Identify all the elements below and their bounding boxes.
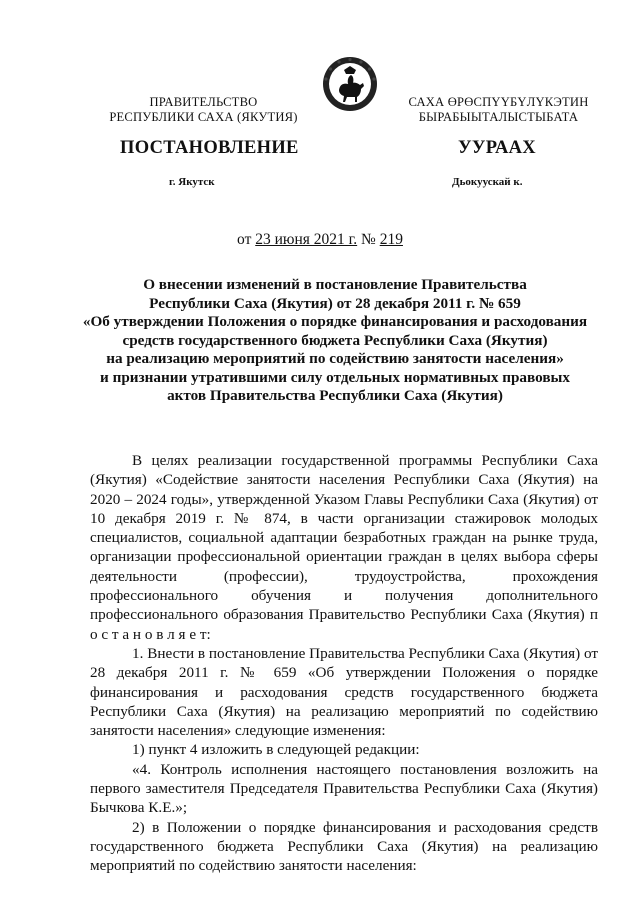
header-left (96, 95, 311, 125)
decree-title-sah: УУРААХ (458, 138, 536, 158)
title-line: О внесении изменений в постановление Правительства (143, 276, 527, 293)
header-right-line1: САХА ӨРӨСПҮҮБҮЛҮКЭТИН (408, 95, 589, 109)
city-sah: Дьокуускай к. (452, 176, 523, 188)
sakha-yakutia-coat-of-arms-icon (322, 56, 378, 112)
paragraph-item-1: 1. Внести в постановление Правительства Республики Саха (Якутия) от 28 декабря 2011 г. № 659 «Об утверждении Положения о порядке финансирования и расходования средств государственного бюджета Республики Саха (Якутия) на реализацию мероприятий по содействию занятости населения» следующие изменения: (90, 644, 598, 740)
paragraph-point-4: «4. Контроль исполнения настоящего постановления возложить на первого заместителя Председателя Правительства Республики Саха (Якутия) Бычкова К.Е.»; (90, 760, 598, 817)
paragraph-preamble: В целях реализации государственной программы Республики Саха (Якутия) «Содействие занятости населения Республики Саха (Якутия) на 2020 – 2024 годы», утвержденной Указом Главы Республики Саха (Якутия) от 10 декабря 2019 г. № 874, в части организации стажировок молодых специалистов, социальной адаптации безработных граждан на рынке труда, организации профессиональной ориентации граждан в целях выбора сферы деятельности (профессии), трудоустройства, прохождения профессионального обучения и получения дополнительного профессионального образования Правительство Республики Саха (Якутия) п о с т а н о в л я е т: (90, 452, 598, 643)
decree-date: 23 июня 2021 г. (255, 231, 358, 248)
header-right-line2: БЫРАБЫЫТАЛЫСТЫБАТА (418, 110, 579, 124)
title-line: Республики Саха (Якутия) от 28 декабря 2011 г. № 659 (149, 294, 521, 312)
document-title (70, 276, 600, 406)
paragraph-subitem-2: 2) в Положении о порядке финансирования и расходования средств государственного бюджета Республики Саха (Якутия) на реализацию мероприятий по содействию занятости населения: (90, 818, 598, 875)
date-prefix: от (237, 231, 252, 248)
number-sign: № (361, 231, 376, 248)
date-line (0, 231, 640, 249)
decree-number: 219 (379, 231, 403, 248)
city-ru: г. Якутск (169, 176, 215, 188)
header-right (396, 95, 601, 125)
document-body (90, 451, 598, 876)
title-line: на реализацию мероприятий по содействию занятости населения» (106, 350, 564, 367)
title-line: средств государственного бюджета Республики Саха (Якутия) (122, 331, 548, 349)
title-line: актов Правительства Республики Саха (Якутия) (167, 387, 503, 404)
header-left-line1: ПРАВИТЕЛЬСТВО (149, 95, 258, 109)
header-left-line2: РЕСПУБЛИКИ САХА (ЯКУТИЯ) (109, 110, 298, 124)
title-line: «Об утверждении Положения о порядке финансирования и расходования (82, 313, 588, 330)
paragraph-subitem-1: 1) пункт 4 изложить в следующей редакции: (132, 741, 420, 759)
title-line: и признании утратившими силу отдельных нормативных правовых (100, 368, 570, 386)
decree-title-ru: ПОСТАНОВЛЕНИЕ (120, 138, 299, 158)
